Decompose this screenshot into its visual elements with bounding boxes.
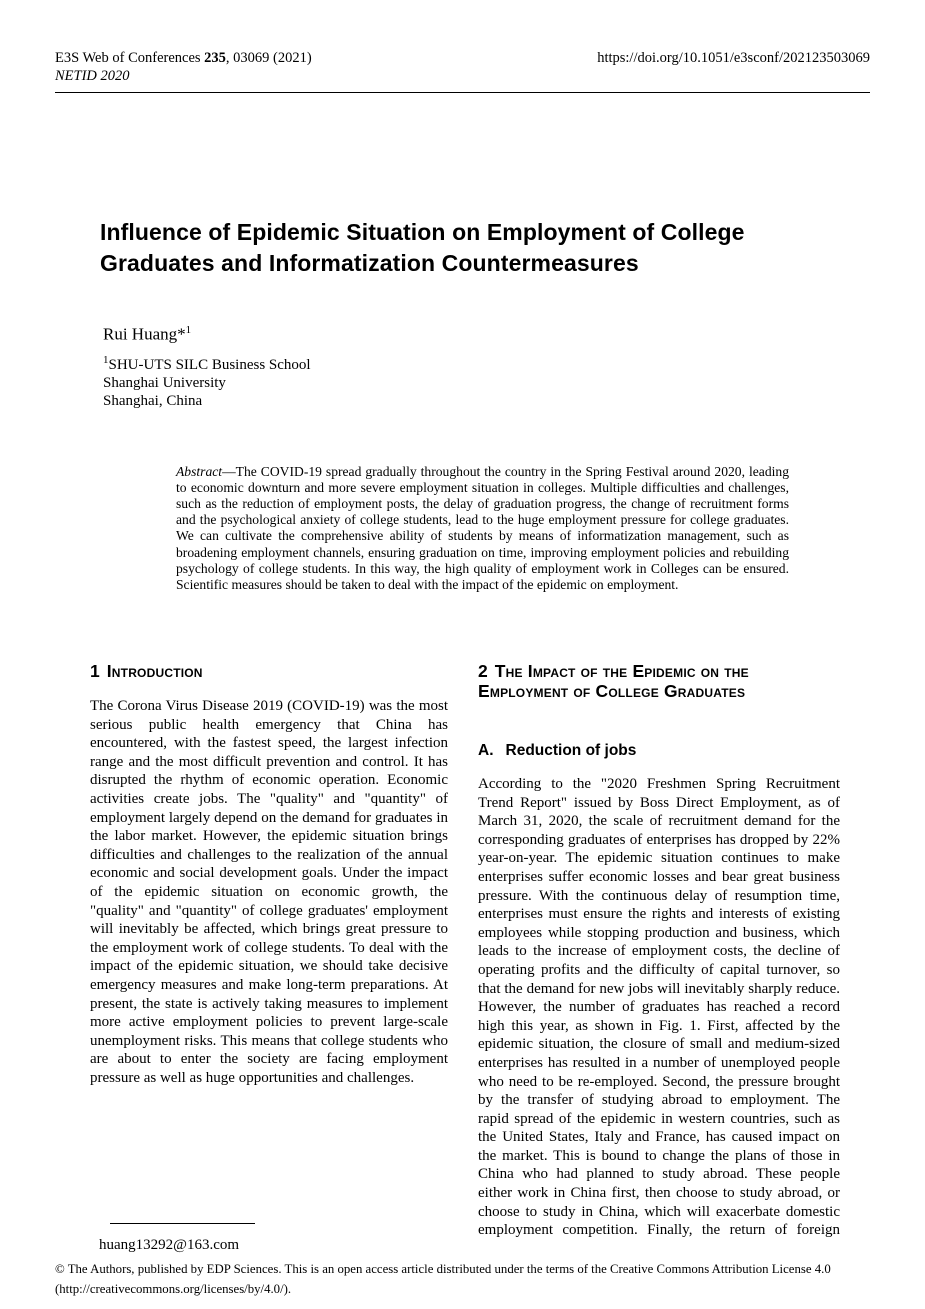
abstract-label: Abstract <box>176 463 223 479</box>
affiliation-line-3: Shanghai, China <box>103 392 203 409</box>
journal-info <box>55 50 312 85</box>
abstract <box>176 464 789 594</box>
article-title: Influence of Epidemic Situation on Employment of College Graduates and Informatization Countermeasures <box>100 219 745 276</box>
author-block <box>103 320 311 410</box>
copyright-line-2: (http://creativecommons.org/licenses/by/4.0/). <box>55 1281 292 1296</box>
journal-issue: , 03069 (2021) <box>225 50 312 66</box>
page-header <box>55 50 870 93</box>
subsection-a-label: A. <box>478 742 494 759</box>
section-2-title: The Impact of the Epidemic on the Employment of College Graduates <box>478 661 749 701</box>
journal-line <box>55 50 312 68</box>
subsection-a-heading <box>478 742 840 760</box>
author-name: Rui Huang* <box>103 324 186 344</box>
affiliation-school: SHU-UTS SILC Business School <box>108 356 311 373</box>
section-1-title: Introduction <box>106 661 203 681</box>
left-column <box>90 661 448 1087</box>
journal-name: E3S Web of Conferences <box>55 50 205 66</box>
subsection-a-title: Reduction of jobs <box>505 742 637 759</box>
abstract-text: —The COVID-19 spread gradually throughout the country in the Spring Festival around 2020, leading to economic downturn and more severe employment situation in colleges. Multiple difficulties and challenges, such as the reduction of employment posts, the delay of graduation progress, the change of recruitment forms and the psychological anxiety of college students, lead to the huge employment pressure for college graduates. We can cultivate the comprehensive ability of students by means of informatization management, such as broadening employment channels, ensuring graduation on time, improving employment policies and rebuilding psychology of college students. In this way, the high quality of employment work in Colleges can be ensured. Scientific measures should be taken to deal with the impact of the epidemic on employment. <box>176 463 789 593</box>
doi-link[interactable]: https://doi.org/10.1051/e3sconf/202123503069 <box>597 50 870 66</box>
right-column <box>478 661 840 1240</box>
copyright-notice <box>55 1260 875 1299</box>
affiliation-superscript: 1 <box>103 353 109 366</box>
conference-name: NETID 2020 <box>55 67 130 84</box>
footnote-divider <box>110 1223 255 1224</box>
affiliation-line-1 <box>103 351 311 374</box>
section-2-paragraph: According to the "2020 Freshmen Spring Recruitment Trend Report" issued by Boss Direct Employment, as of March 31, 2020, the scale of recruitment demand for the corresponding graduates of enterprises has dropped by 22% year-on-year. The epidemic situation continues to make enterprises suffer economic losses and bear great business pressure. With the continuous delay of resumption time, enterprises must ensure the rights and interests of existing employees while stopping production and business, which leads to the increase of employment costs, the decline of operating profits and the difficulty of capital turnover, so that the demand for new jobs will inevitably sharply reduce. However, the number of graduates has reached a record high this year, as shown in Fig. 1. First, affected by the epidemic situation, the closure of small and medium-sized enterprises has resulted in a number of unemployed people who need to be re-employed. Second, the pressure brought by the transfer of studying abroad to employment. The rapid spread of the epidemic in western countries, such as the United States, Italy and France, has caused impact on the market. This is bound to change the plans of those in China who had planned to study abroad. These people either work in China first, then choose to study abroad, or choose to study in China, which will exacerbate domestic employment competition. Finally, the return of foreign <box>478 776 840 1239</box>
section-1-heading <box>90 661 448 681</box>
section-2-number: 2 <box>478 661 488 681</box>
author-superscript: 1 <box>185 324 192 336</box>
section-1-number: 1 <box>90 661 100 681</box>
corresponding-author-email: huang13292@163.com <box>99 1237 240 1253</box>
affiliation-line-2: Shanghai University <box>103 374 226 391</box>
section-1-paragraph: The Corona Virus Disease 2019 (COVID-19) was the most serious public health emergency that China has encountered, with the fastest speed, the largest infection range and the most difficult prevention and control. It has disrupted the rhythm of economic operation. Economic activities create jobs. The "quality" and "quantity" of employment largely depend on the demand for graduates in the labor market. However, the epidemic situation brings difficulties and challenges to the realization of the annual economic and social development goals. Under the impact of the epidemic situation on economic growth, the "quality" and "quantity" of college graduates' employment will inevitably be affected, which brings great pressure to the employment work of college students. To deal with the impact of the epidemic situation, we should take decisive emergency measures and make long-term preparations. At present, the state is actively taking measures to implement more active employment policies to prevent large-scale unemployment risks. This means that college students who are about to enter the society are facing employment pressure as well as huge opportunities and challenges. <box>90 698 448 1086</box>
journal-volume: 235 <box>204 50 226 66</box>
copyright-line-1: © The Authors, published by EDP Sciences. This is an open access article distributed under the terms of the Creative Commons Attribution License 4.0 <box>55 1262 831 1276</box>
section-2-heading <box>478 661 840 701</box>
affiliation-block <box>103 351 311 410</box>
author-name-line <box>103 320 311 345</box>
